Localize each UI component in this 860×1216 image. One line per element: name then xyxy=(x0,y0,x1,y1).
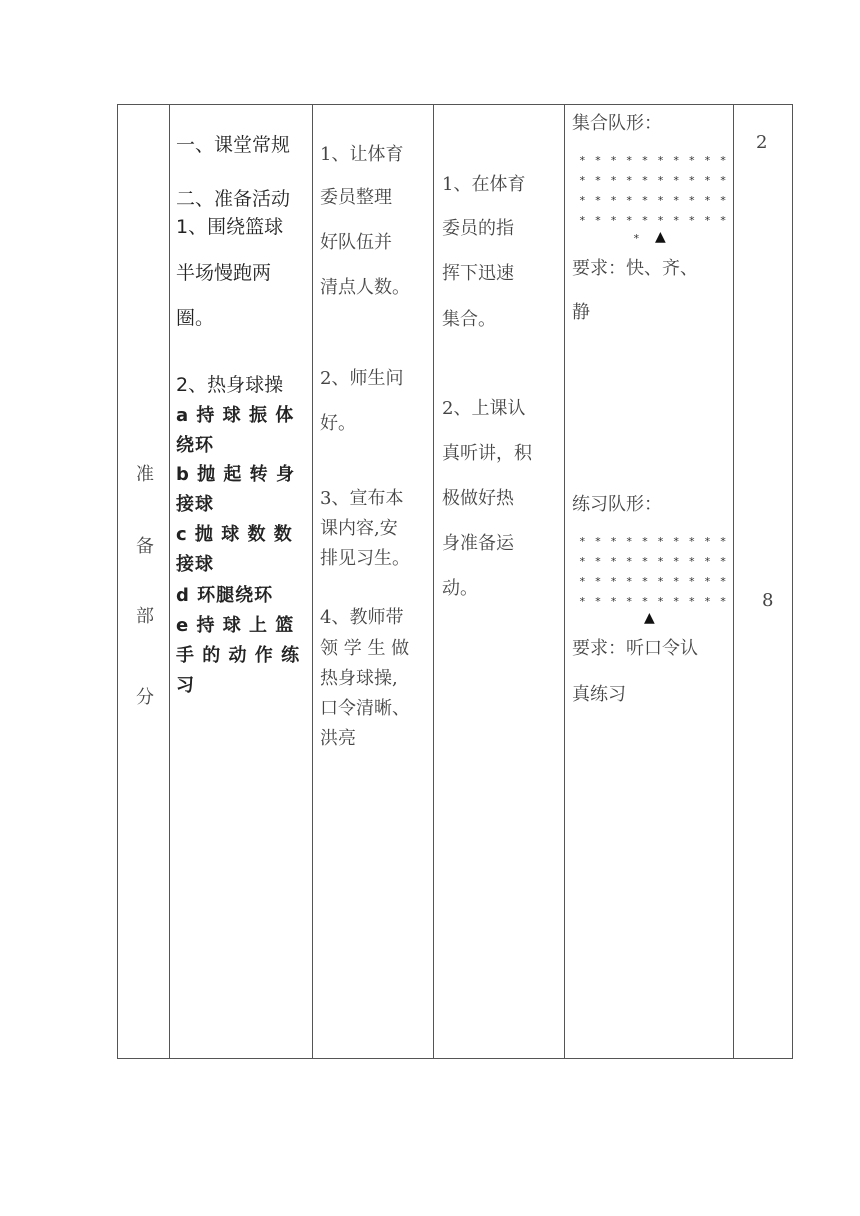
prep-heading: 二、准备活动 xyxy=(176,188,291,210)
teacher-text: 3、宣布本 xyxy=(320,488,404,509)
warmup-item: a 持 球 振 体 xyxy=(176,405,295,426)
warmup-item: 绕环 xyxy=(176,435,214,456)
teacher-text: 领 学 生 做 xyxy=(320,638,410,659)
teacher-text: 好。 xyxy=(320,413,356,434)
section-label-char: 分 xyxy=(136,687,154,708)
student-text: 身准备运 xyxy=(442,533,514,554)
time-value: 8 xyxy=(762,590,774,611)
student-text: 2、上课认 xyxy=(442,398,526,419)
teacher-text: 排见习生。 xyxy=(320,548,410,569)
teacher-text: 2、师生问 xyxy=(320,368,404,389)
teacher-text: 委员整理 xyxy=(320,187,392,208)
teacher-text: 洪亮 xyxy=(320,728,356,749)
section-label-char: 准 xyxy=(136,464,154,485)
column-divider xyxy=(312,105,313,1058)
teacher-position-icon: ▲ xyxy=(655,229,666,245)
teacher-text: 口令清晰、 xyxy=(320,698,410,719)
time-value: 2 xyxy=(756,132,768,153)
student-text: 挥下迅速 xyxy=(442,263,514,284)
practice-formation-title: 练习队形： xyxy=(572,494,662,515)
column-divider xyxy=(564,105,565,1058)
teacher-text: 1、让体育 xyxy=(320,144,404,165)
warmup-item: e 持 球 上 篮 xyxy=(176,615,295,636)
student-text: 委员的指 xyxy=(442,218,514,239)
formation-row: * * * * * * * * * * xyxy=(579,575,728,588)
formation-row: * xyxy=(633,232,641,245)
gather-requirement: 静 xyxy=(572,302,590,323)
gather-requirement: 要求：快、齐、 xyxy=(572,258,698,279)
student-text: 动。 xyxy=(442,578,478,599)
formation-row: * * * * * * * * * * xyxy=(579,214,728,227)
formation-row: * * * * * * * * * * xyxy=(579,174,728,187)
warmup-item: b 抛 起 转 身 xyxy=(176,464,295,485)
formation-row: * * * * * * * * * * xyxy=(579,595,728,608)
practice-requirement: 要求：听口令认 xyxy=(572,638,698,659)
warmup-heading: 2、热身球操 xyxy=(176,374,284,396)
jog-text: 半场慢跑两 xyxy=(176,262,272,284)
warmup-item: 习 xyxy=(176,675,195,696)
formation-row: * * * * * * * * * * xyxy=(579,535,728,548)
teacher-position-icon: ▲ xyxy=(644,610,655,626)
column-divider xyxy=(433,105,434,1058)
student-text: 极做好热 xyxy=(442,488,514,509)
warmup-item: 接球 xyxy=(176,554,214,575)
section-label-char: 备 xyxy=(136,536,154,557)
student-text: 1、在体育 xyxy=(442,174,526,195)
warmup-item: 手 的 动 作 练 xyxy=(176,645,301,666)
student-text: 真听讲，积 xyxy=(442,443,532,464)
practice-requirement: 真练习 xyxy=(572,684,626,705)
teacher-text: 热身球操, xyxy=(320,668,398,689)
warmup-item: c 抛 球 数 数 xyxy=(176,524,293,545)
section-label-char: 部 xyxy=(136,606,154,627)
formation-row: * * * * * * * * * * xyxy=(579,154,728,167)
teacher-text: 4、教师带 xyxy=(320,607,404,628)
routine-heading: 一、课堂常规 xyxy=(176,134,291,156)
gather-formation-title: 集合队形： xyxy=(572,113,662,134)
jog-text: 1、围绕篮球 xyxy=(176,216,284,238)
teacher-text: 清点人数。 xyxy=(320,277,410,298)
column-divider xyxy=(733,105,734,1058)
teacher-text: 好队伍并 xyxy=(320,232,392,253)
warmup-item: 接球 xyxy=(176,494,214,515)
column-divider xyxy=(169,105,170,1058)
jog-text: 圈。 xyxy=(176,307,215,329)
warmup-item: d 环腿绕环 xyxy=(176,585,274,606)
student-text: 集合。 xyxy=(442,309,496,330)
formation-row: * * * * * * * * * * xyxy=(579,555,728,568)
formation-row: * * * * * * * * * * xyxy=(579,194,728,207)
teacher-text: 课内容,安 xyxy=(320,518,398,539)
